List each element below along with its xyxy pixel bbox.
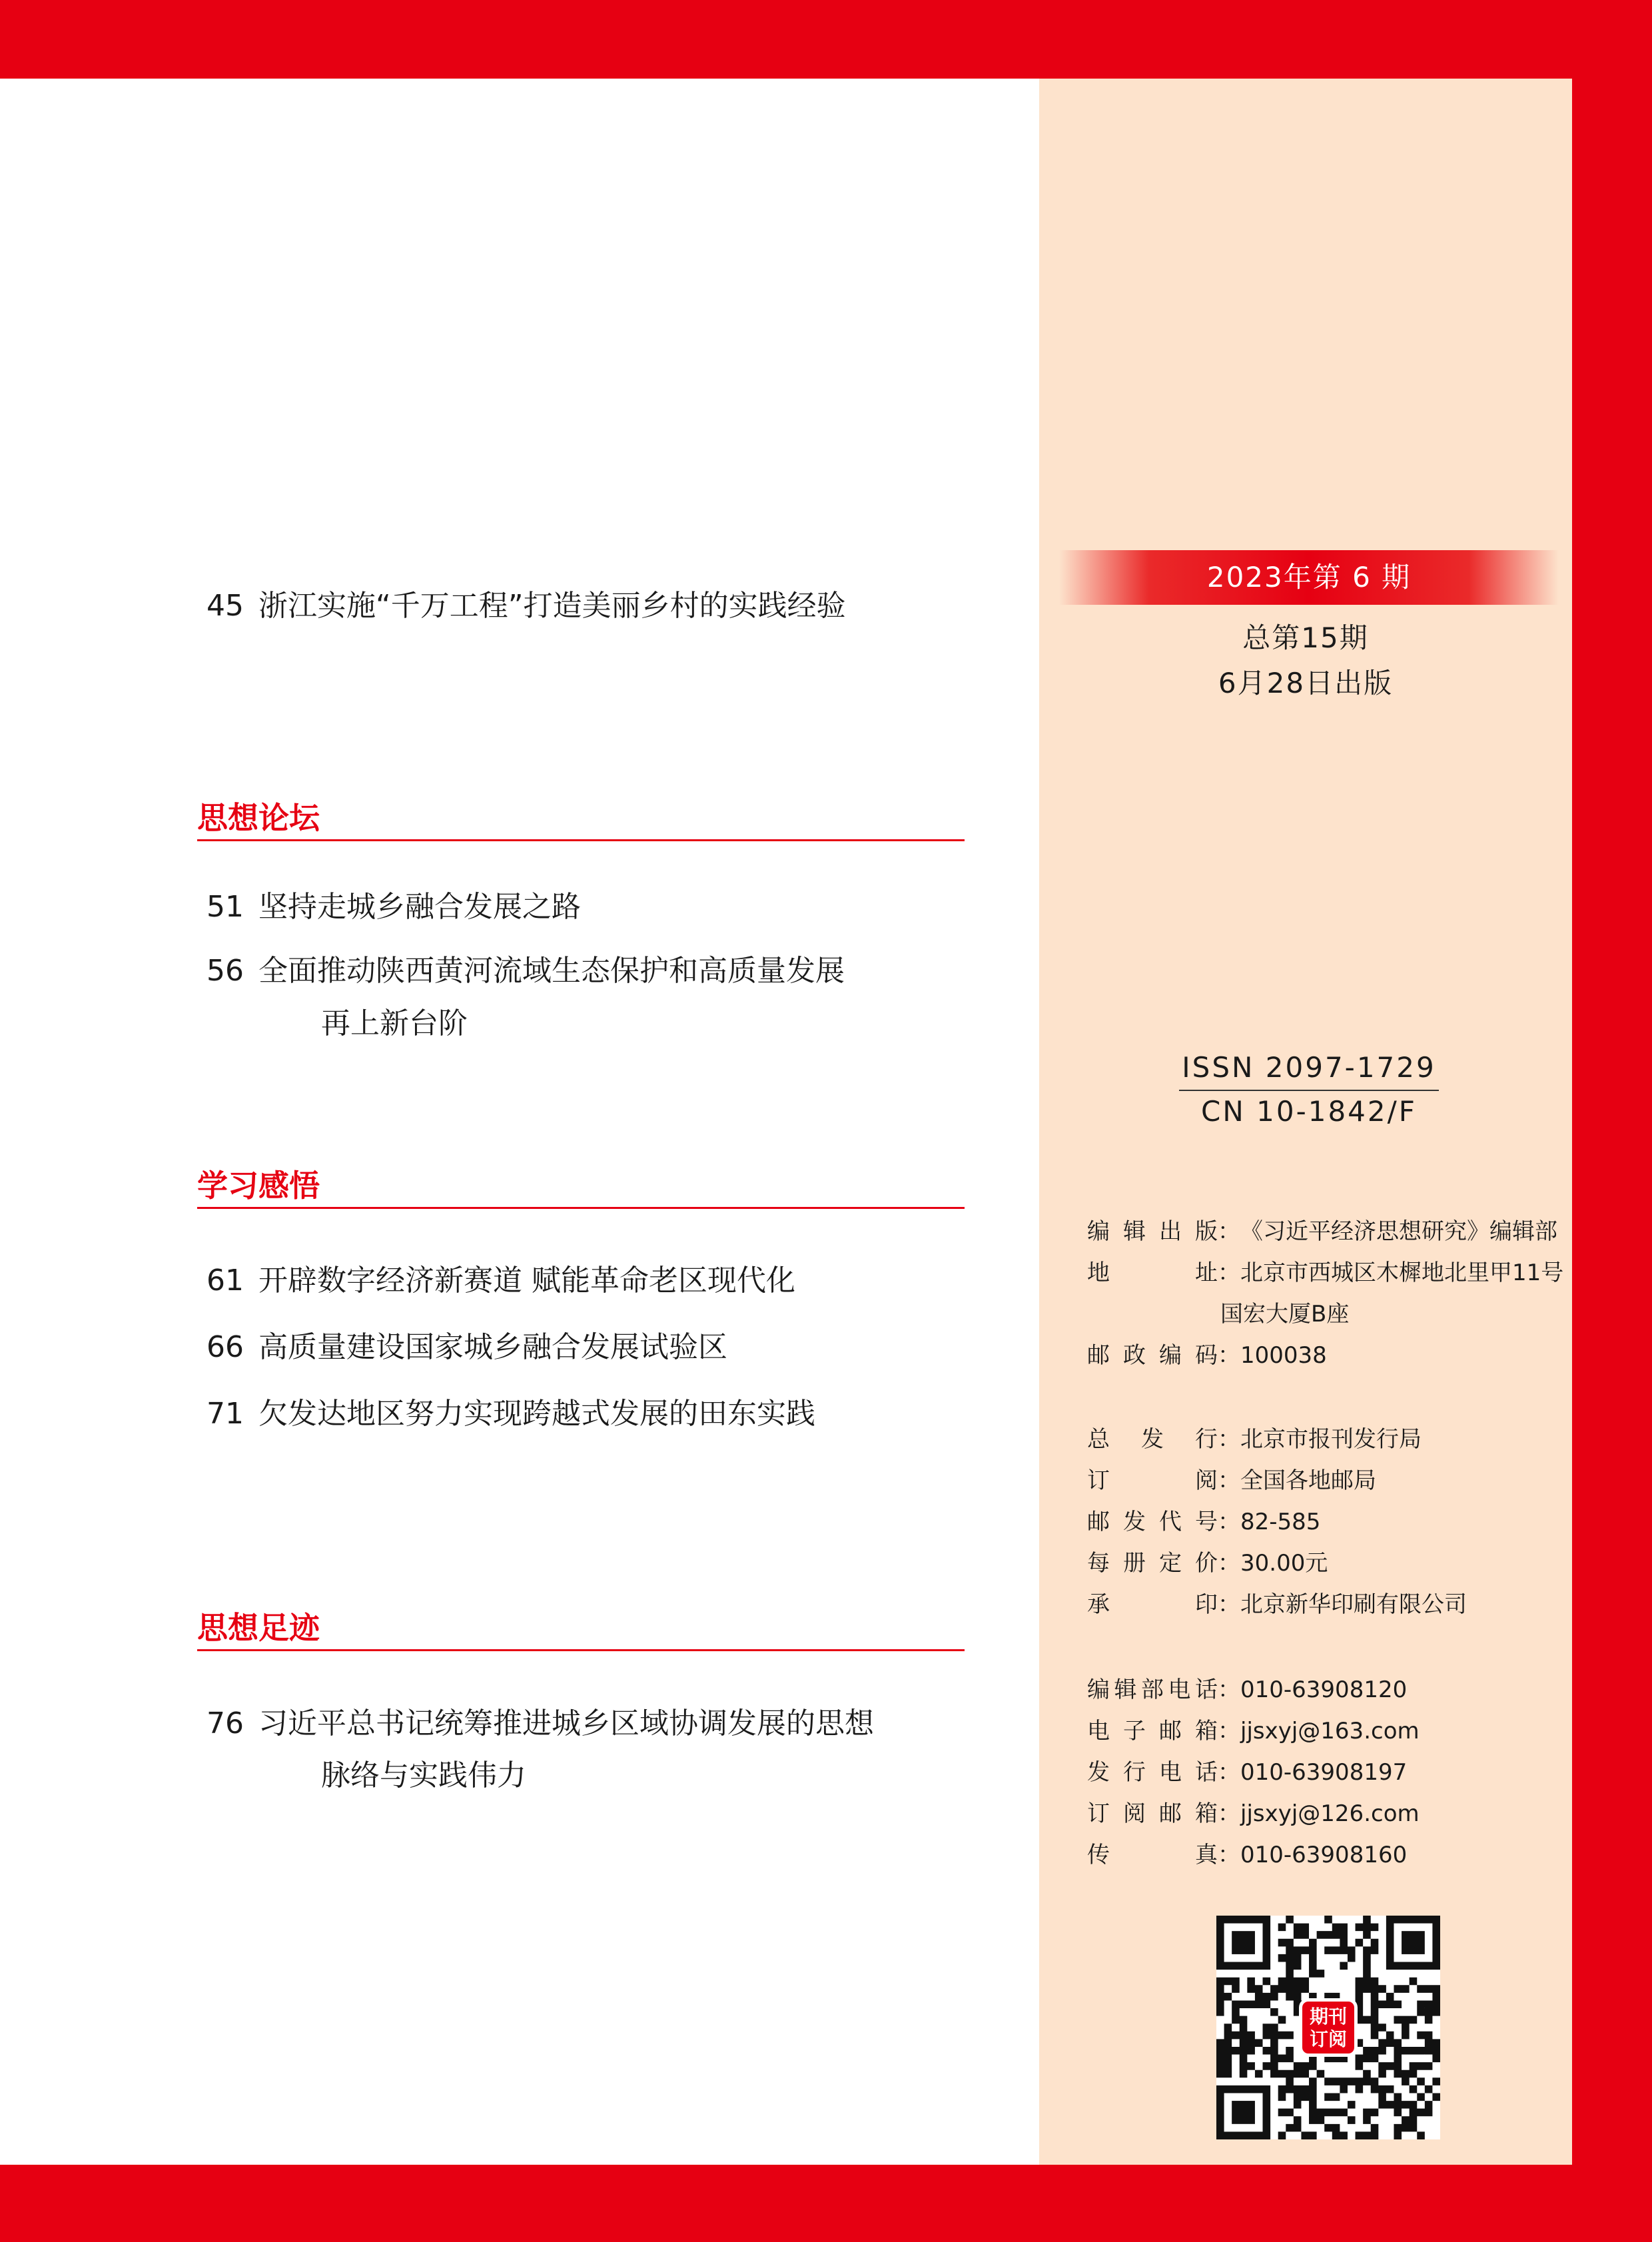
info-row-distribution-phone: 发行电话：010-63908197 <box>1087 1759 1408 1786</box>
section-heading-study: 学习感悟 <box>197 1164 965 1209</box>
section-heading-forum: 思想论坛 <box>197 797 965 841</box>
info-row-address-cont: 国宏大厦B座 <box>1220 1301 1350 1327</box>
page-number: 51 <box>206 890 244 924</box>
info-row-email[interactable]: 电子邮箱：jjsxyj@163.com <box>1087 1718 1420 1744</box>
info-row-fax: 传真：010-63908160 <box>1087 1842 1408 1868</box>
article-title: 全面推动陕西黄河流域生态保护和高质量发展 <box>258 954 845 988</box>
info-row-subscription-email[interactable]: 订阅邮箱：jjsxyj@126.com <box>1087 1800 1420 1827</box>
info-row-postal-code: 邮发代号：82-585 <box>1087 1509 1321 1535</box>
article-title: 浙江实施“千万工程”打造美丽乡村的实践经验 <box>258 589 846 623</box>
section-heading-footprints: 思想足迹 <box>197 1607 965 1651</box>
page-number: 76 <box>206 1706 244 1740</box>
cn-number: CN 10-1842/F <box>1201 1095 1417 1128</box>
info-row-price: 每册定价：30.00元 <box>1087 1550 1328 1577</box>
info-row-editorial-phone: 编辑部电话：010-63908120 <box>1087 1677 1408 1703</box>
page-number: 56 <box>206 954 244 988</box>
issn-number: ISSN 2097-1729 <box>1182 1051 1436 1084</box>
publish-date: 6月28日出版 <box>1218 667 1394 699</box>
qr-badge: 期刊 订阅 <box>1299 1998 1358 2057</box>
subscription-qr-code[interactable] <box>1216 1916 1440 2139</box>
article-title-continuation: 再上新台阶 <box>321 1006 468 1040</box>
info-row-publisher: 编辑出版：《习近平经济思想研究》编辑部 <box>1087 1218 1557 1245</box>
article-title: 习近平总书记统筹推进城乡区域协调发展的思想 <box>258 1706 874 1740</box>
issue-banner <box>1059 550 1559 605</box>
info-row-postcode: 邮政编码：100038 <box>1087 1342 1327 1369</box>
issn-divider <box>1179 1090 1439 1091</box>
article-title: 坚持走城乡融合发展之路 <box>258 890 581 924</box>
page-number: 61 <box>206 1264 244 1298</box>
info-row-address: 地址：北京市西城区木樨地北里甲11号 <box>1087 1260 1564 1286</box>
page-number: 45 <box>206 589 244 623</box>
info-row-distributor: 总发行：北京市报刊发行局 <box>1087 1426 1422 1453</box>
article-title: 开辟数字经济新赛道 赋能革命老区现代化 <box>258 1264 795 1298</box>
page-number: 71 <box>206 1397 244 1431</box>
article-title: 欠发达地区努力实现跨越式发展的田东实践 <box>258 1397 815 1431</box>
article-title-continuation: 脉络与实践伟力 <box>321 1758 526 1792</box>
article-title: 高质量建设国家城乡融合发展试验区 <box>258 1330 727 1364</box>
issue-number: 2023年第 6 期 <box>1206 561 1412 593</box>
info-row-printer: 承印：北京新华印刷有限公司 <box>1087 1591 1467 1618</box>
page-number: 66 <box>206 1330 244 1364</box>
total-issue: 总第15期 <box>1242 621 1369 654</box>
info-row-subscription: 订阅：全国各地邮局 <box>1087 1467 1376 1494</box>
